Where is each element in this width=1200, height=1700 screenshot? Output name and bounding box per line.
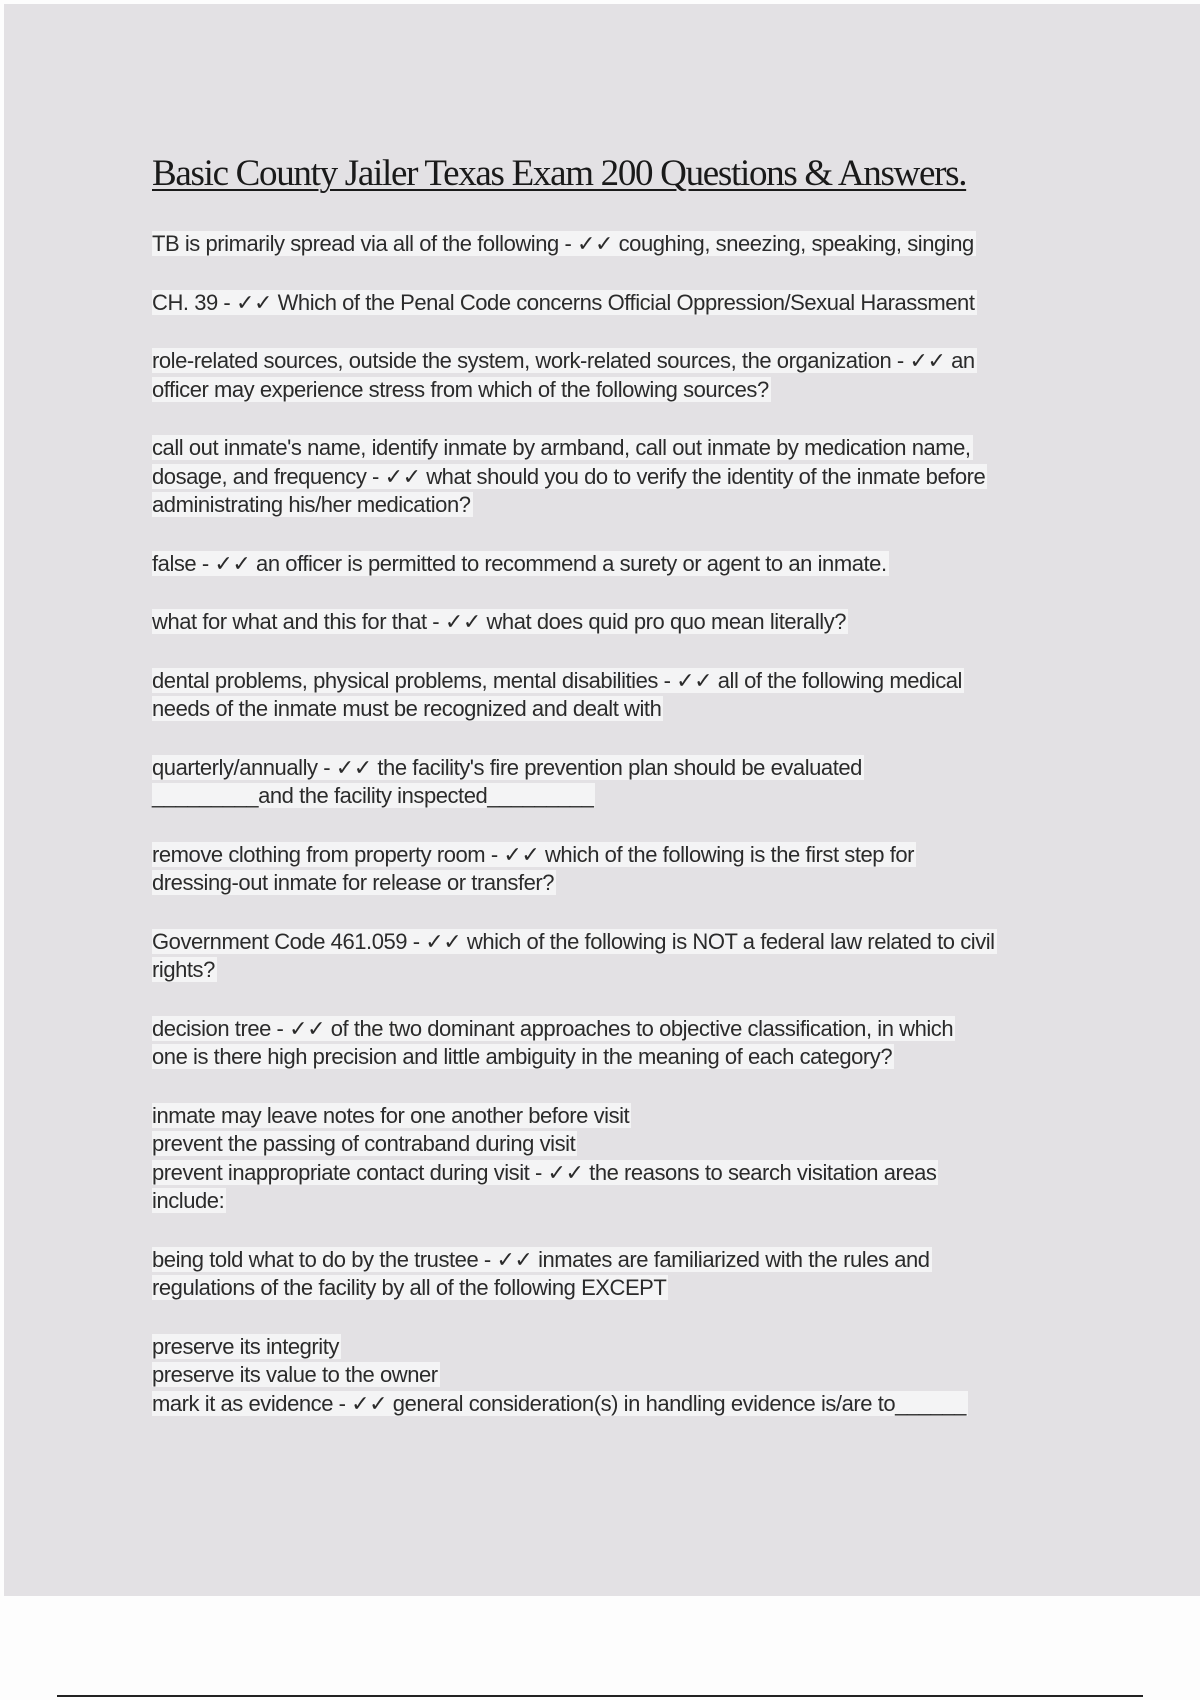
qa-line-text: prevent inappropriate contact during visit - ✓✓ the reasons to search visitation areas (152, 1159, 937, 1185)
qa-line-text: one is there high precision and little ambiguity in the meaning of each category? (152, 1044, 893, 1069)
qa-line-text: quarterly/annually - ✓✓ the facility's fire prevention plan should be evaluated (152, 754, 862, 780)
qa-line (152, 347, 1092, 376)
qa-line-text: preserve its integrity (152, 1333, 339, 1359)
qa-entry (152, 1333, 1092, 1419)
qa-line (152, 695, 1092, 724)
qa-line-text: dental problems, physical problems, mental disabilities - ✓✓ all of the following medical (152, 667, 962, 693)
qa-line (152, 782, 1092, 811)
qa-entry (152, 841, 1092, 898)
qa-line (152, 1102, 1092, 1131)
qa-line (152, 1159, 1092, 1188)
qa-line-text: dressing-out inmate for release or transfer? (152, 870, 555, 895)
qa-line (152, 1274, 1092, 1303)
qa-line-text: CH. 39 - ✓✓ Which of the Penal Code concerns Official Oppression/Sexual Harassment (152, 289, 975, 315)
qa-line-text: officer may experience stress from which of the following sources? (152, 376, 769, 402)
qa-line-text: _________and the facility inspected_________ (152, 783, 594, 808)
qa-line (152, 376, 1092, 405)
qa-entry (152, 608, 1092, 637)
qa-entry (152, 1102, 1092, 1216)
qa-line (152, 928, 1092, 957)
qa-line-text: false - ✓✓ an officer is permitted to recommend a surety or agent to an inmate. (152, 550, 887, 576)
qa-line-text: dosage, and frequency - ✓✓ what should you do to verify the identity of the inmate before (152, 463, 986, 489)
qa-entry (152, 347, 1092, 404)
qa-line-text: role-related sources, outside the system, work-related sources, the organization - ✓✓ an (152, 348, 975, 373)
qa-entry (152, 667, 1092, 724)
qa-line (152, 550, 1092, 579)
qa-line-text: inmate may leave notes for one another before visit (152, 1102, 630, 1128)
qa-line (152, 491, 1092, 520)
qa-line (152, 1390, 1092, 1419)
qa-line-text: decision tree - ✓✓ of the two dominant approaches to objective classification, in which (152, 1015, 954, 1041)
qa-line (152, 667, 1092, 696)
qa-line (152, 434, 1092, 463)
qa-entry (152, 434, 1092, 520)
qa-entry (152, 230, 1092, 259)
qa-line (152, 1043, 1092, 1072)
qa-line-text: preserve its value to the owner (152, 1362, 438, 1387)
qa-line (152, 956, 1092, 985)
footer-rule (57, 1695, 1143, 1697)
qa-line-text: include: (152, 1188, 225, 1213)
qa-entry (152, 1015, 1092, 1072)
qa-line (152, 841, 1092, 870)
qa-line-text: needs of the inmate must be recognized and dealt with (152, 696, 662, 721)
qa-line (152, 463, 1092, 492)
qa-line (152, 608, 1092, 637)
qa-line (152, 1361, 1092, 1390)
qa-line-text: TB is primarily spread via all of the following - ✓✓ coughing, sneezing, speaking, singing (152, 231, 974, 256)
qa-line-text: remove clothing from property room - ✓✓ which of the following is the first step for (152, 841, 915, 867)
qa-entry (152, 289, 1092, 318)
qa-line (152, 1246, 1092, 1275)
qa-line (152, 1015, 1092, 1044)
qa-line-text: call out inmate's name, identify inmate by armband, call out inmate by medication name, (152, 435, 971, 460)
qa-line (152, 289, 1092, 318)
qa-line-text: Government Code 461.059 - ✓✓ which of the following is NOT a federal law related to civil (152, 928, 995, 954)
qa-list (152, 230, 1092, 1448)
qa-entry (152, 928, 1092, 985)
qa-line (152, 1130, 1092, 1159)
qa-entry (152, 754, 1092, 811)
qa-line-text: being told what to do by the trustee - ✓✓ inmates are familiarized with the rules and (152, 1246, 930, 1272)
document-title: Basic County Jailer Texas Exam 200 Questions & Answers. (152, 153, 967, 194)
qa-line-text: rights? (152, 957, 215, 982)
qa-line (152, 869, 1092, 898)
qa-line-text: what for what and this for that - ✓✓ what does quid pro quo mean literally? (152, 609, 847, 634)
document-page (4, 4, 1200, 1596)
qa-line-text: prevent the passing of contraband during visit (152, 1131, 576, 1156)
qa-line-text: regulations of the facility by all of the following EXCEPT (152, 1275, 667, 1300)
qa-line (152, 230, 1092, 259)
qa-entry (152, 1246, 1092, 1303)
qa-line (152, 754, 1092, 783)
qa-entry (152, 550, 1092, 579)
qa-line-text: administrating his/her medication? (152, 492, 471, 517)
qa-line (152, 1333, 1092, 1362)
qa-line-text: mark it as evidence - ✓✓ general consideration(s) in handling evidence is/are to______ (152, 1390, 966, 1416)
qa-line (152, 1187, 1092, 1216)
